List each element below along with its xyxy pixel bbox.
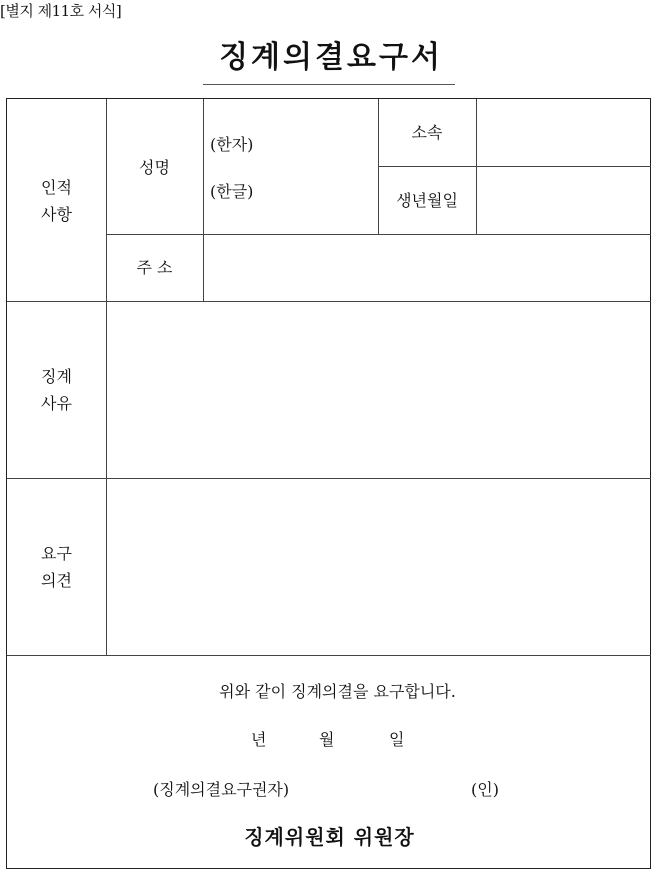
reason-section-label [7,363,106,417]
personal-label-line2: 사항 [41,205,72,224]
signatory: 징계위원회 위원장 [244,825,415,849]
disciplinary-request-form [6,98,651,869]
address-label: 주 소 [136,258,173,277]
title-underline [203,84,455,85]
name-label: 성명 [139,158,170,177]
seal-label: (인) [471,780,499,799]
date-year: 년 [251,730,267,749]
reason-label-line1: 징계 [41,367,72,386]
opinion-label-line1: 요구 [41,544,72,563]
divider-affiliation-bottom [378,166,651,167]
annex-label: [별지 제11호 서식] [0,2,122,20]
affiliation-value[interactable] [476,119,651,146]
personal-section-label [7,174,106,228]
reason-content-area[interactable] [107,302,651,478]
birthdate-value[interactable] [476,187,651,214]
request-statement: 위와 같이 징계의결을 요구합니다. [219,682,456,701]
date-day: 일 [389,730,405,749]
divider-name-bottom [106,234,651,235]
divider-opinion-bottom [7,655,651,656]
birthdate-label: 생년월일 [396,191,458,210]
affiliation-label: 소속 [411,123,443,142]
opinion-section-label [7,540,106,594]
date-month: 월 [319,730,335,749]
address-value[interactable] [204,254,651,281]
requester-label: (징계의결요구권자) [153,780,290,799]
name-hangul-field[interactable]: (한글) [210,182,254,201]
reason-label-line2: 사유 [41,394,72,413]
opinion-label-line2: 의견 [41,571,72,590]
personal-label-line1: 인적 [41,178,72,197]
name-hanja-field[interactable]: (한자) [210,135,254,154]
page-title: 징계의결요구서 [219,40,443,75]
opinion-content-area[interactable] [107,479,651,655]
